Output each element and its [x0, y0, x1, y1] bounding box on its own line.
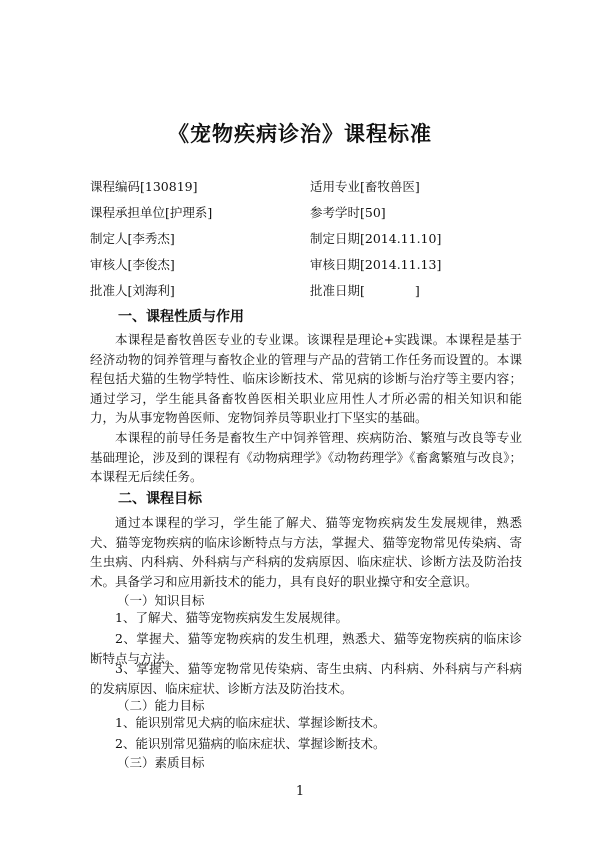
knowledge-goal-2: 2、掌握犬、猫等宠物疾病的发生机理，熟悉犬、猫等宠物疾病的临床诊断特点与方法。	[90, 631, 522, 666]
section-2-intro: 通过本课程的学习，学生能了解犬、猫等宠物疾病发生发展规律，熟悉犬、猫等宠物疾病的临床诊断特点与方法，掌握犬、猫等宠物常见传染病、寄生虫病、内科病、外科病与产科病的发病原因、临床症状、诊断方法及防治技术。具备学习和应用新技术的能力，具有良好的职业操守和安全意识。	[90, 515, 522, 589]
section-1-paragraph-2: 本课程的前导任务是畜牧生产中饲养管理、疾病防治、繁殖与改良等专业基础理论，涉及到的课程有《动物病理学》《动物药理学》《畜禽繁殖与改良》；本课程无后续任务。	[90, 430, 522, 484]
section-2-heading: 二、课程目标	[118, 491, 202, 507]
quality-goals-heading: （三）素质目标	[117, 755, 205, 770]
approver: 批准人[刘海利]	[90, 283, 175, 298]
review-date: 审核日期[2014.11.13]	[310, 257, 442, 272]
meta-row-1	[90, 178, 530, 196]
author: 制定人[李秀杰]	[90, 231, 175, 246]
course-unit: 课程承担单位[护理系]	[90, 205, 213, 220]
reference-hours: 参考学时[50]	[310, 205, 386, 220]
meta-row-5	[90, 282, 530, 300]
course-code: 课程编码[130819]	[90, 179, 198, 194]
ability-goal-1: 1、能识别常见犬病的临床症状、掌握诊断技术。	[115, 715, 386, 730]
reviewer: 审核人[李俊杰]	[90, 257, 175, 272]
approve-date: 批准日期[ ]	[310, 283, 420, 298]
ability-goal-2: 2、能识别常见猫病的临床症状、掌握诊断技术。	[115, 736, 386, 751]
applicable-major: 适用专业[畜牧兽医]	[310, 179, 420, 194]
section-1-heading: 一、课程性质与作用	[118, 309, 244, 325]
meta-row-4	[90, 256, 530, 274]
knowledge-goal-1: 1、了解犬、猫等宠物疾病发生发展规律。	[115, 610, 348, 625]
document-title: 《宠物疾病诊治》课程标准	[168, 121, 432, 146]
author-date: 制定日期[2014.11.10]	[310, 231, 442, 246]
page-number: 1	[295, 784, 305, 799]
meta-row-2	[90, 204, 530, 222]
ability-goals-heading: （二）能力目标	[117, 698, 205, 713]
section-1-paragraph-1: 本课程是畜牧兽医专业的专业课。该课程是理论+实践课。本课程是基于经济动物的饲养管理与畜牧企业的管理与产品的营销工作任务而设置的。本课程包括犬猫的生物学特性、临床诊断技术、常见病的诊断与治疗等主要内容；通过学习，学生能具备畜牧兽医相关职业应用性人才所必需的相关知识和能力，为从事宠物兽医师、宠物饲养员等职业打下坚实的基础。	[90, 332, 522, 425]
meta-row-3	[90, 230, 530, 248]
knowledge-goals-heading: （一）知识目标	[117, 593, 205, 608]
knowledge-goal-3: 3、掌握犬、猫等宠物常见传染病、寄生虫病、内科病、外科病与产科病的发病原因、临床症状、诊断方法及防治技术。	[90, 661, 522, 696]
